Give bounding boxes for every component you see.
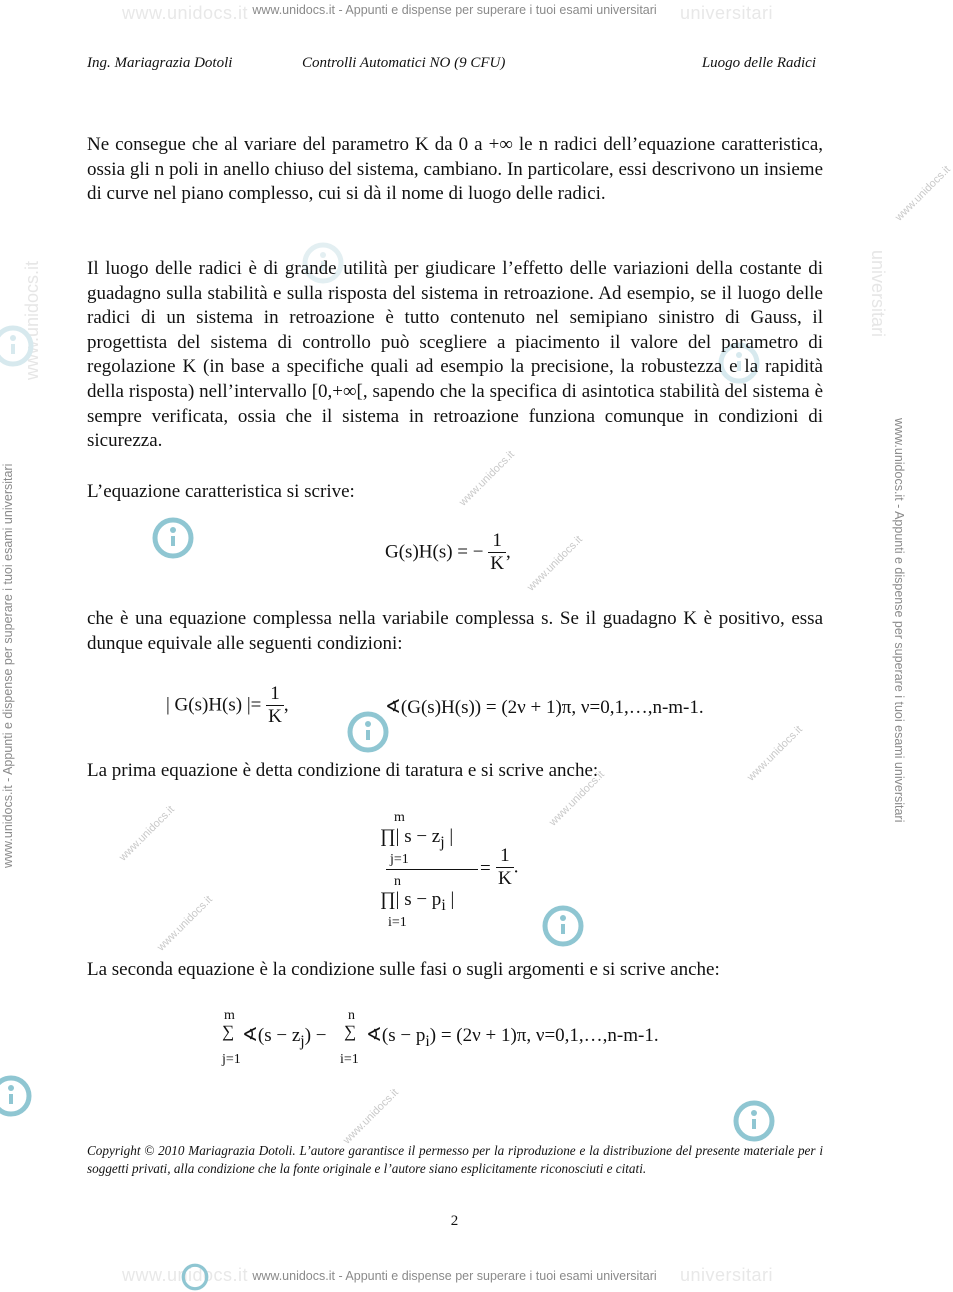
equation-phase: ∢(G(s)H(s)) = (2ν + 1)π, ν=0,1,…,n-m-1. bbox=[385, 697, 704, 718]
unidocs-logo-icon bbox=[0, 323, 36, 369]
eq4-equals: = bbox=[480, 858, 491, 879]
unidocs-logo-icon bbox=[540, 903, 586, 949]
paragraph-4: che è una equazione complessa nella variabile complessa s. Se il guadagno K è positivo, essa dunque equivale alle seguenti condizioni: bbox=[87, 608, 823, 654]
eq5-sum1-body: ∢(s − z bbox=[242, 1025, 301, 1046]
header-course: Controlli Automatici NO (9 CFU) bbox=[302, 55, 506, 71]
watermark-diagonal: www.unidocs.it bbox=[745, 723, 805, 784]
eq5-sum2-sigma: ∑ bbox=[344, 1022, 357, 1041]
eq5-sum2-top: n bbox=[348, 1008, 355, 1023]
watermark-side-left: www.unidocs.it - Appunti e dispense per superare i tuoi esami universitari bbox=[1, 463, 15, 868]
watermark-diagonal: www.unidocs.it bbox=[457, 448, 517, 509]
eq2-tail: , bbox=[283, 694, 289, 716]
page-number: 2 bbox=[450, 1213, 459, 1229]
watermark-ghost-bottom: www.unidocs.it bbox=[122, 1265, 249, 1285]
paragraph-1: Ne consegue che al variare del parametro K da 0 a +∞ le n radici dell’equazione caratteristica, ossia gli n poli in anello chiuso del sistema, cambiano. In particolare, essi descrivono un insieme di curve nel piano complesso, cui si dà il nome di luogo delle radici. bbox=[87, 134, 823, 205]
eq4-prod1 bbox=[380, 826, 453, 852]
eq4-den: K bbox=[498, 868, 512, 889]
eq4-prod2-body: ∏| s − p bbox=[380, 889, 442, 910]
eq4-prod2-top: n bbox=[394, 874, 401, 889]
watermark-diagonal: www.unidocs.it bbox=[893, 163, 953, 224]
eq5-sum1-top: m bbox=[224, 1008, 235, 1023]
eq4-prod1-bottom: j=1 bbox=[390, 852, 409, 867]
eq4-num: 1 bbox=[500, 845, 510, 866]
eq4-rhs bbox=[496, 845, 518, 890]
watermark-ghost-top: www.unidocs.it bbox=[122, 3, 249, 23]
eq4-prod1-top: m bbox=[394, 810, 405, 825]
watermark-diagonal: www.unidocs.it bbox=[341, 1086, 401, 1147]
eq4-prod2-bottom: i=1 bbox=[388, 915, 407, 930]
watermark-diagonal: www.unidocs.it bbox=[155, 893, 215, 954]
eq5-sum1-sub: j bbox=[300, 1032, 305, 1050]
unidocs-logo-icon bbox=[175, 1262, 215, 1292]
eq4-prod1-sub: j bbox=[440, 833, 445, 851]
eq5-sum2-sub: i bbox=[425, 1032, 430, 1050]
eq5-sum1-end: ) − bbox=[304, 1025, 327, 1046]
eq4-prod1-body: ∏| s − z bbox=[380, 826, 441, 847]
eq4-prod2 bbox=[380, 889, 454, 915]
watermark-ghost-bottom-right: universitari bbox=[680, 1265, 774, 1285]
watermark-diagonal: www.unidocs.it bbox=[117, 803, 177, 864]
eq5-sum1-sigma: ∑ bbox=[222, 1022, 235, 1041]
eq5-sum2-body: ∢(s − p bbox=[366, 1025, 426, 1046]
equation-modulus bbox=[166, 683, 289, 728]
paragraph-3: L’equazione caratteristica si scrive: bbox=[87, 481, 355, 502]
header-topic: Luogo delle Radici bbox=[701, 55, 816, 71]
eq1-fraction bbox=[488, 530, 506, 575]
eq5-term1 bbox=[242, 1024, 327, 1051]
eq1-lhs: G(s)H(s) = − bbox=[385, 541, 484, 563]
eq2-den: K bbox=[268, 706, 282, 727]
eq1-den: K bbox=[490, 553, 504, 574]
copyright-footer: Copyright © 2010 Mariagrazia Dotoli. L’autore garantisce il permesso per la riproduzione e la distribuzione del presente materiale per i soggetti privati, alla condizione che la fonte originale e l’autore siano esplicitamente riconosciuti e citati. bbox=[87, 1143, 823, 1176]
eq2-lhs: | G(s)H(s) |= bbox=[166, 694, 262, 716]
watermark-diagonal: www.unidocs.it bbox=[525, 533, 585, 594]
eq4-prod2-sub: i bbox=[441, 896, 446, 914]
eq4-prod1-end: | bbox=[444, 826, 454, 847]
watermark-ghost-left: www.unidocs.it bbox=[22, 260, 42, 380]
watermark-ghost-right: universitari bbox=[868, 250, 888, 338]
eq4-fraction-line bbox=[386, 869, 478, 870]
unidocs-logo-icon bbox=[731, 1098, 777, 1144]
eq2-num: 1 bbox=[270, 683, 280, 704]
watermark-diagonal: www.unidocs.it bbox=[547, 768, 607, 829]
paragraph-2: Il luogo delle radici è di grande utilità per giudicare l’effetto delle variazioni della costante di guadagno sulla stabilità e sulla risposta del sistema in retroazione. Ad esempio, se il luogo delle radici di un sistema in retroazione è tutto contenuto nel semipiano sinistro di Gauss, il progettista del sistema di controllo può scegliere a piacimento il valore del parametro di regolazione K (in base a specifiche quali ad esempio la precisione, la robustezza e la rapidità della risposta) nell’intervallo [0,+∞[, sapendo che la specifica di asintotica stabilità del sistema è sempre verificata, ossia che il sistema in retroazione funziona comunque in condizioni di sicurezza. bbox=[87, 258, 823, 452]
watermark-bottom: www.unidocs.it - Appunti e dispense per superare i tuoi esami universitari bbox=[252, 1269, 657, 1283]
paragraph-6: La seconda equazione è la condizione sulle fasi o sugli argomenti e si scrive anche: bbox=[87, 959, 720, 980]
watermark-ghost-top-right: universitari bbox=[680, 3, 774, 23]
watermark-top: www.unidocs.it - Appunti e dispense per superare i tuoi esami universitari bbox=[252, 3, 657, 17]
equation-taratura bbox=[376, 810, 536, 935]
eq1-num: 1 bbox=[492, 530, 502, 551]
unidocs-logo-icon bbox=[0, 1073, 34, 1119]
eq5-sum2-end: ) = (2ν + 1)π, ν=0,1,…,n-m-1. bbox=[429, 1025, 659, 1046]
equation-phase-sum bbox=[218, 1008, 718, 1068]
equation-characteristic bbox=[385, 530, 511, 575]
eq5-sum1-bottom: j=1 bbox=[222, 1052, 241, 1067]
eq1-tail: , bbox=[505, 541, 511, 563]
eq4-tail: . bbox=[513, 856, 519, 878]
eq4-prod2-end: | bbox=[445, 889, 455, 910]
header-author: Ing. Mariagrazia Dotoli bbox=[87, 55, 233, 71]
eq5-term2 bbox=[366, 1024, 659, 1051]
unidocs-logo-icon bbox=[150, 515, 196, 561]
watermark-side-right: www.unidocs.it - Appunti e dispense per superare i tuoi esami universitari bbox=[892, 418, 906, 823]
eq5-sum2-bottom: i=1 bbox=[340, 1052, 359, 1067]
eq2-fraction bbox=[266, 683, 284, 728]
paragraph-5: La prima equazione è detta condizione di taratura e si scrive anche: bbox=[87, 760, 599, 781]
